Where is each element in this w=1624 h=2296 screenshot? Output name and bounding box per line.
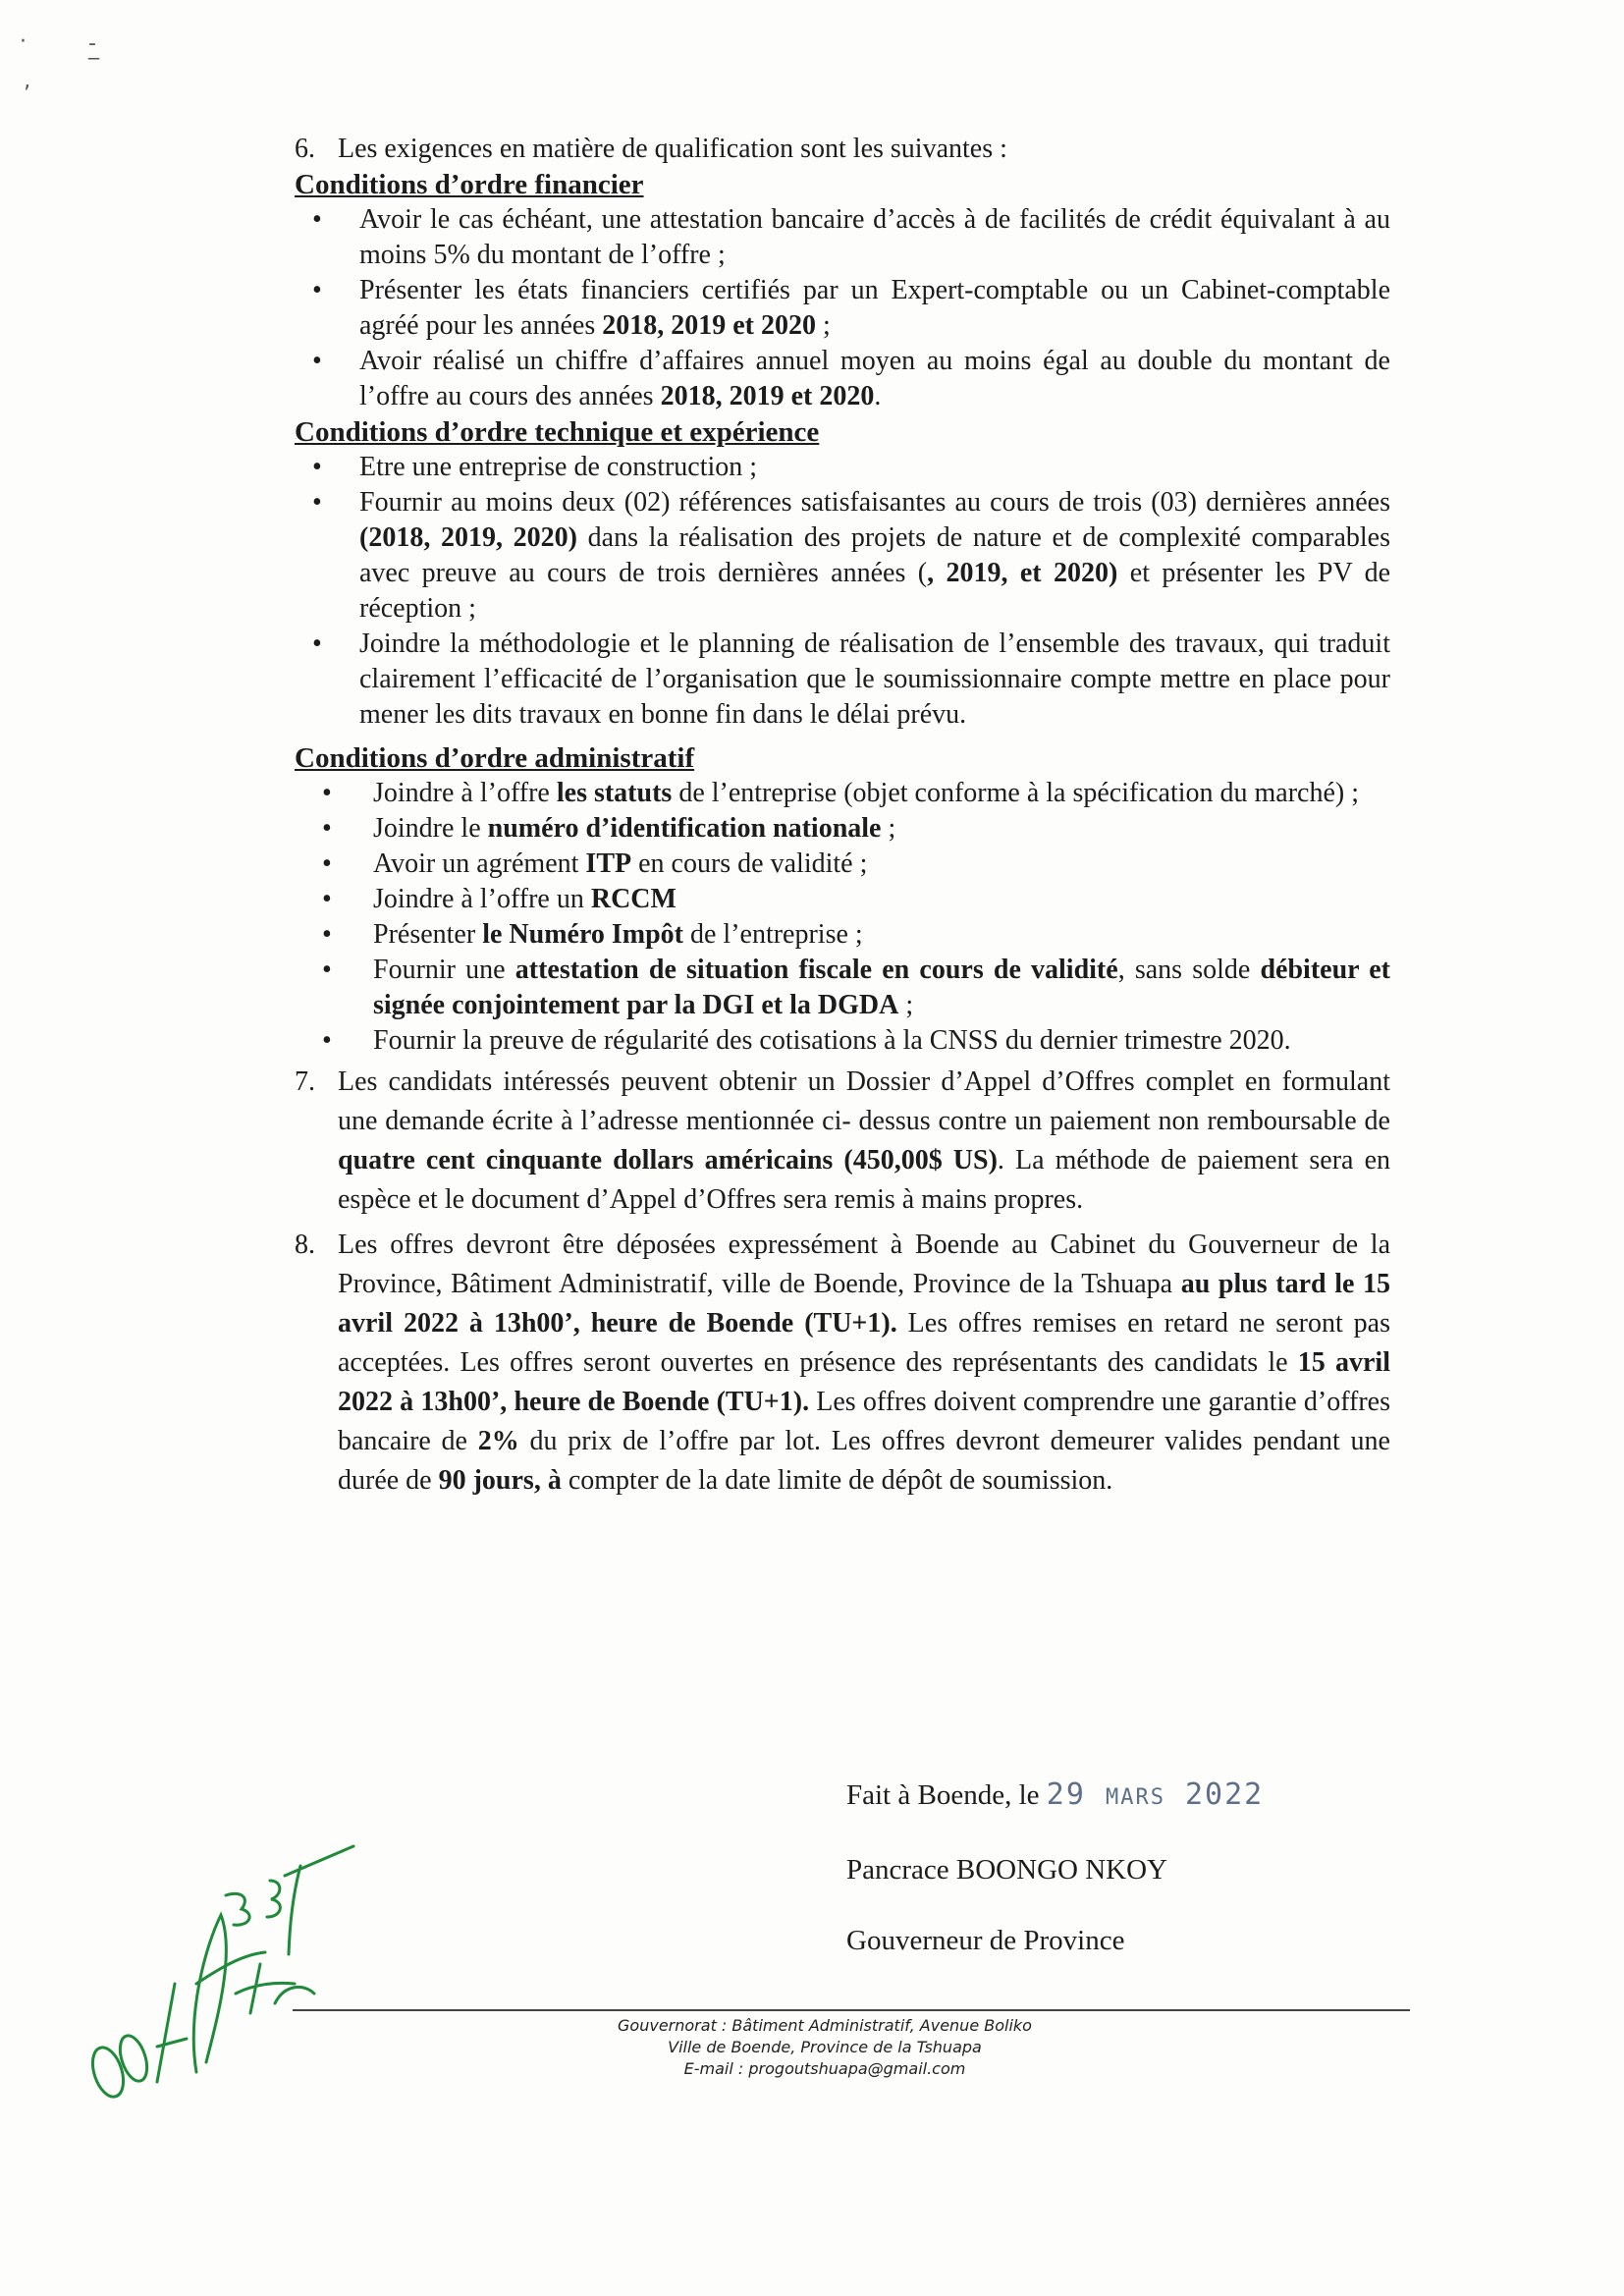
handwritten-initials <box>49 1836 363 2131</box>
bold-text: 2018, 2019 et 2020 <box>602 310 816 341</box>
bullet-icon: • <box>322 884 332 914</box>
list-item <box>322 811 1390 847</box>
list-item <box>312 273 1390 344</box>
text-run: Présenter les états financiers certifiés par un Expert-comptable ou un Cabinet-comptable agréé pour les années <box>359 275 1390 341</box>
bullet-icon: • <box>322 1025 332 1056</box>
text-run: Joindre à l’offre <box>373 778 557 808</box>
footer-line-2: Ville de Boende, Province de la Tshuapa <box>668 2038 982 2056</box>
text-run: Fournir la preuve de régularité des cotisations à la CNSS du dernier trimestre 2020. <box>373 1025 1291 1056</box>
bullet-icon: • <box>322 813 332 844</box>
bold-text: (2018, 2019, 2020) <box>359 522 577 553</box>
heading-administratif: Conditions d’ordre administratif <box>295 742 695 774</box>
section-7 <box>295 1063 1390 1220</box>
text-run: Joindre la méthodologie et le planning de réalisation de l’ensemble des travaux, qui traduit clairement l’efficacité de l’organisation que le soumissionnaire compte mettre en place pour mener les dits travaux en bonne fin dans le délai prévu. <box>359 629 1390 730</box>
bold-text: 2% <box>477 1426 519 1456</box>
bold-text: quatre cent cinquante dollars américains (450,00$ US) <box>338 1145 998 1175</box>
list-technique <box>295 450 1390 733</box>
bold-text: attestation de situation fiscale en cours de validité <box>514 955 1118 985</box>
list-item <box>322 776 1390 811</box>
section-6-intro <box>295 132 1390 167</box>
text-run: de l’entreprise ; <box>682 919 863 950</box>
list-item <box>322 917 1390 953</box>
text-run: . La méthode de paiement sera en espèce et le document d’Appel d’Offres sera remis à mains propres. <box>338 1145 1390 1215</box>
list-item <box>312 485 1390 627</box>
bold-text: le Numéro Impôt <box>482 919 683 950</box>
bold-text: 90 jours, à <box>438 1465 562 1496</box>
text-run: Les candidats intéressés peuvent obtenir un Dossier d’Appel d’Offres complet en formulant une demande écrite à l’adresse mentionnée ci- dessus contre un paiement non remboursable de <box>338 1066 1390 1136</box>
footer-line-3: E-mail : progoutshuapa@gmail.com <box>683 2059 966 2078</box>
bold-text: RCCM <box>590 884 677 914</box>
bullet-icon: • <box>312 452 322 482</box>
signatory-name: Pancrace BOONGO NKOY <box>846 1854 1167 1886</box>
heading-financier: Conditions d’ordre financier <box>295 169 644 200</box>
section-8-text <box>338 1230 1390 1496</box>
text-run: Les offres remises en retard ne seront pas acceptées. Les offres seront ouvertes en présence des représentants des candidats le <box>338 1308 1391 1378</box>
text-run: et présenter les PV de réception ; <box>359 558 1390 624</box>
text-run: Joindre à l’offre un <box>373 884 591 914</box>
place-label: Fait à Boende, le <box>846 1779 1040 1811</box>
text-run: , sans solde <box>1117 955 1261 985</box>
bold-text: 2018, 2019 et 2020 <box>660 381 875 411</box>
footer-line-1: Gouvernorat : Bâtiment Administratif, Avenue Boliko <box>618 2016 1032 2035</box>
list-item <box>312 344 1390 414</box>
section-number: 8. <box>295 1230 315 1260</box>
heading-technique: Conditions d’ordre technique et expérience <box>295 416 820 448</box>
text-run: Avoir réalisé un chiffre d’affaires annuel moyen au moins égal au double du montant de l’offre au cours des années <box>359 346 1390 411</box>
text-run: ; <box>881 813 896 844</box>
text-run: Présenter <box>373 919 483 950</box>
section-number: 6. <box>295 134 315 164</box>
document-body <box>295 132 1390 1506</box>
signatory-title: Gouverneur de Province <box>846 1925 1125 1956</box>
text-run: Fournir au moins deux (02) références satisfaisantes au cours de trois (03) dernières années <box>359 487 1390 518</box>
bullet-icon: • <box>322 848 332 879</box>
list-item <box>312 450 1390 485</box>
signature-date-line <box>846 1777 1264 1812</box>
bullet-icon: • <box>312 346 322 376</box>
intro-text: Les exigences en matière de qualification sont les suivantes : <box>338 134 1007 164</box>
bold-text: ITP <box>585 848 632 879</box>
stamp-year: 2022 <box>1185 1777 1265 1812</box>
text-run: . <box>874 381 882 411</box>
text-run: Avoir le cas échéant, une attestation bancaire d’accès à de facilités de crédit équivalant à au moins 5% du montant de l’offre ; <box>359 204 1390 270</box>
bullet-icon: • <box>322 919 332 950</box>
text-run: dans la réalisation des projets de nature et de complexité comparables avec preuve au cours de trois dernières années ( <box>359 522 1390 588</box>
list-item <box>322 1023 1390 1059</box>
text-run: Etre une entreprise de construction ; <box>359 452 758 482</box>
bold-text: 15 avril 2022 à 13h00’, heure de Boende (TU+1). <box>338 1347 1390 1417</box>
bold-text: débiteur et signée conjointement par la DGI et la DGDA <box>373 955 1390 1020</box>
bullet-icon: • <box>312 204 322 235</box>
text-run: en cours de validité ; <box>631 848 868 879</box>
bullet-icon: • <box>312 629 322 659</box>
stamp-day: 29 <box>1046 1777 1086 1812</box>
text-run: Joindre le <box>373 813 488 844</box>
section-number: 7. <box>295 1066 315 1097</box>
footer-rule <box>293 2009 1410 2011</box>
bold-text: au plus tard le 15 avril 2022 à 13h00’, heure de Boende (TU+1). <box>338 1269 1390 1339</box>
list-administratif <box>295 776 1390 1059</box>
bullet-icon: • <box>312 275 322 305</box>
text-run: du prix de l’offre par lot. Les offres devront demeurer valides pendant une durée de <box>338 1426 1390 1496</box>
text-run: compter de la date limite de dépôt de soumission. <box>561 1465 1113 1496</box>
section-8 <box>295 1226 1390 1501</box>
bold-text: numéro d’identification nationale <box>487 813 882 844</box>
bullet-icon: • <box>322 955 332 985</box>
text-run: de l’entreprise (objet conforme à la spécification du marché) ; <box>672 778 1359 808</box>
section-7-text <box>338 1066 1390 1215</box>
list-financier <box>295 202 1390 414</box>
text-run: ; <box>898 990 914 1020</box>
text-run: Avoir un agrément <box>373 848 586 879</box>
text-run: ; <box>815 310 831 341</box>
bold-text: les statuts <box>556 778 673 808</box>
bullet-icon: • <box>312 487 322 518</box>
list-item <box>322 882 1390 917</box>
list-item <box>322 847 1390 882</box>
text-run: Les offres devront être déposées expressément à Boende au Cabinet du Gouverneur de la Province, Bâtiment Administratif, ville de Boende, Province de la Tshuapa <box>338 1230 1390 1299</box>
date-stamp <box>1047 1777 1264 1812</box>
text-run: Les offres doivent comprendre une garantie d’offres bancaire de <box>338 1387 1390 1456</box>
text-run: Fournir une <box>373 955 515 985</box>
stamp-month: MARS <box>1105 1785 1165 1810</box>
bullet-icon: • <box>322 778 332 808</box>
footer-address <box>550 2015 1100 2080</box>
list-item <box>312 202 1390 273</box>
list-item <box>312 627 1390 733</box>
document-page: · - ‾ ‚ 6. Les exigences en matière de qualification sont les suivantes : Conditions d’ordre financier • Avoir le cas échéant, une attestation bancaire d’accès à de facilités de crédit équivalant à au moins 5% du montant de l’offre ; • Présenter les états financiers certifiés par un Expert-comptable ou un Cabinet-comptable agréé pour les années 2018, 2019 et 2020 ; • Avoir réalisé un chiffre d’affaires annuel moyen au moins égal au double du montant de l’offre au cours des années 2018, 2019 et 2020. Conditions d’ordre technique et expérience • Etre une entreprise de construction ; • Fournir au moins deux (02) références satisfaisantes au cours de trois (03) dernières années (2018, 2019, 2020) dans la réalisation des projets de nature et de complexité comparables avec preuve au cours de trois dernières années (, 2019, et 2020) et présenter les PV de réception ; • Joindre la méthodologie et le planning de réalisation de l’ensemble des travaux, qui traduit clairement l’efficacité de l’organisation que le soumissionnaire compte mettre en place pour mener les dits travaux en bonne fin dans le délai prévu. Conditions d’ordre administratif • Joindre à l’offre les statuts de l’entreprise (objet conforme à la spécification du marché) ; • Joindre le numéro d’identification nationale ; • Avoir un agrément ITP en cours de validité ; • Joindre à l’offre un RCCM • Présenter le Numéro Impôt de l’entreprise ; • Fournir une attestation de situation fiscale en cours de validité, sans solde débiteur et signée conjointement par la DGI et la DGDA ; • Fournir la preuve de régularité des cotisations à la CNSS du dernier trimestre 2020. 7. Les candidats intéressés peuvent obtenir un Dossier d’Appel d’Offres complet en formulant une demande écrite à l’adresse mentionnée ci- dessus contre un paiement non remboursable de quatre cent cinquante dollars américains (450,00$ US). La méthode de paiement sera en espèce et le document d’Appel d’Offres sera remis à mains propres. 8. Les offres devront être déposées expressément à Boende au Cabinet du Gouverneur de la Province, Bâtiment Administratif, ville de Boende, Province de la Tshuapa au plus tard le 15 avril 2022 à 13h00’, heure de Boende (TU+1). Les offres remises en retard ne seront pas acceptées. Les offres seront ouvertes en présence des représentants des candidats le 15 avril 2022 à 13h00’, heure de Boende (TU+1). Les offres doivent comprendre une garantie d’offres bancaire de 2% du prix de l’offre par lot. Les offres devront demeurer valides pendant une durée de 90 jours, à compter de la date limite de dépôt de soumission. Fait à Boende, le 29 MARS 2022 Pancrace BOONGO NKOY Gouverneur de Province Gouvernorat : Bâtiment Administratif, Avenue Boliko Ville de Boende, Province de la Tshuapa E-mail : progoutshuapa@gmail.com <box>0 0 1624 2296</box>
list-item <box>322 953 1390 1023</box>
bold-text: , 2019, et 2020) <box>927 558 1118 588</box>
